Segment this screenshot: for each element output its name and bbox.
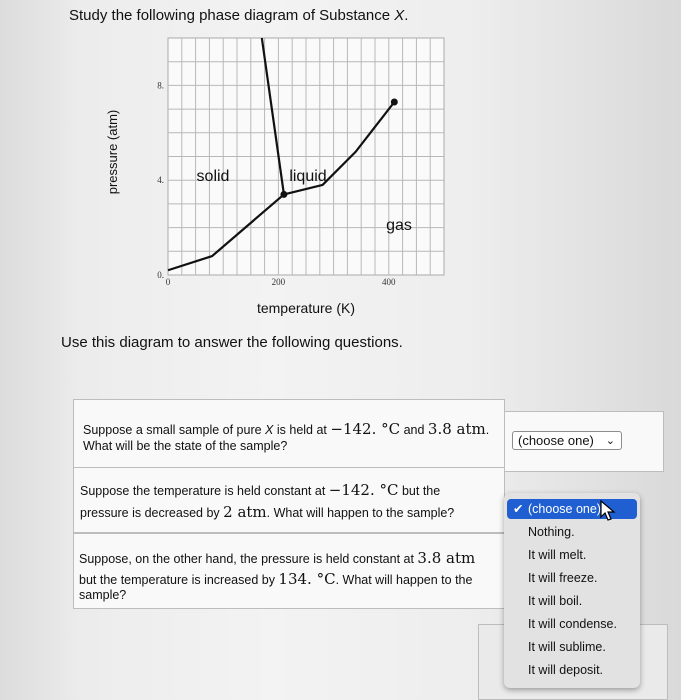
dropdown-option-nothing[interactable]: Nothing. [528, 525, 575, 539]
region-label-liquid: liquid [289, 168, 327, 185]
question-3-text: Suppose, on the other hand, the pressure is held constant at 3.8 atm but the temperature is increased by 134. °C. What will happen to the sample? [79, 549, 476, 602]
chevron-down-icon: ⌄ [605, 435, 615, 447]
dropdown-option-deposit[interactable]: It will deposit. [528, 663, 604, 677]
x-tick-label: 400 [382, 277, 396, 287]
dropdown-option-condense[interactable]: It will condense. [528, 617, 617, 631]
region-label-gas: gas [386, 217, 412, 234]
y-tick-label: 0. [157, 270, 164, 280]
answer-1-select-value: (choose one) [518, 433, 594, 448]
chart-grid [168, 38, 444, 275]
x-axis-label: temperature (K) [256, 300, 356, 316]
question-2-text: Suppose the temperature is held constant at −142. °C but the pressure is decreased by 2 atm. What will happen to the sample? [80, 481, 455, 521]
region-label-solid: solid [196, 168, 230, 185]
answer-1-select[interactable] [512, 431, 622, 450]
dropdown-option-sublime[interactable]: It will sublime. [528, 640, 606, 654]
question-1-text: Suppose a small sample of pure X is held at −142. °C and 3.8 atm. What will be the state of the sample? [83, 420, 490, 453]
triple-point [280, 191, 287, 198]
x-tick-label: 0 [165, 277, 171, 287]
page-title: Study the following phase diagram of Substance X. [69, 7, 409, 24]
dropdown-option-boil[interactable]: It will boil. [528, 594, 583, 608]
mouse-cursor-icon [600, 500, 616, 522]
dropdown-option-choose-one[interactable]: ✔ (choose one) [507, 499, 637, 519]
y-tick-label: 8. [157, 80, 164, 91]
x-tick-label: 200 [271, 277, 286, 287]
dropdown-option-melt[interactable]: It will melt. [528, 548, 587, 562]
dropdown-option-freeze[interactable]: It will freeze. [528, 571, 598, 585]
checkmark-icon: ✔ [513, 502, 524, 516]
critical-point [391, 98, 398, 105]
y-axis-label: pressure (atm) [105, 109, 120, 195]
instructions: Use this diagram to answer the following questions. [61, 334, 403, 351]
dropdown-menu [504, 493, 640, 688]
y-tick-label: 4. [157, 175, 164, 186]
phase-diagram [0, 0, 681, 330]
